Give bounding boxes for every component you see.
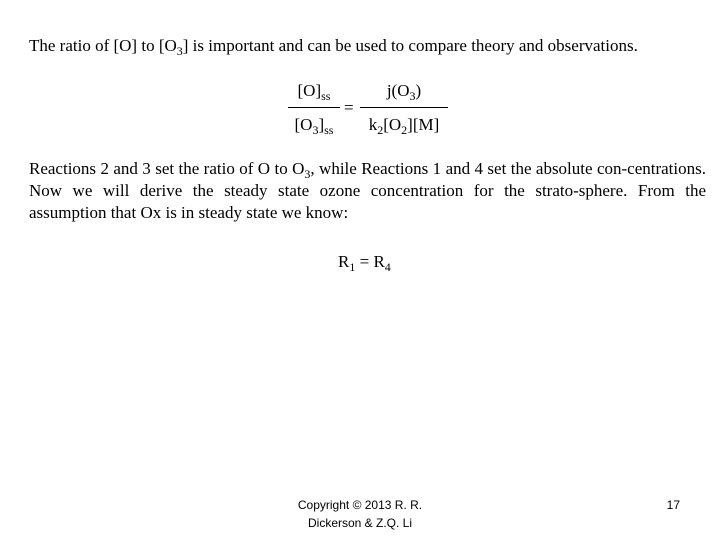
- intro-paragraph: [29, 35, 706, 57]
- ratio-equation: [288, 78, 458, 142]
- equals-sign: =: [344, 98, 354, 117]
- reactions-paragraph: [29, 158, 706, 224]
- copyright-line-2: Dickerson & Z.Q. Li: [307, 516, 413, 530]
- copyright-line-1: Copyright © 2013 R. R.: [297, 498, 423, 512]
- copyright-footer: [270, 496, 450, 532]
- reactions-text-1: Reactions 2 and 3 set the ratio of O to O: [29, 159, 305, 178]
- right-fraction: [360, 78, 448, 138]
- steady-state-equation: $R_1 = R_4$: [338, 252, 391, 274]
- reactions-text-2: , while Reactions 1 and 4 set the absolute con-centrations. Now we will derive the steady state ozone concentration for the strato-sphere. From the assumption that Ox is in steady state we know:: [29, 159, 706, 222]
- left-numerator: $[O]_{ss}$: [297, 81, 331, 103]
- left-fraction-bar: [288, 107, 340, 108]
- right-fraction-bar: [360, 107, 448, 108]
- right-denominator: $k_2[O_2][M]$: [368, 115, 440, 137]
- intro-subscript: 3: [176, 44, 183, 58]
- right-numerator: $j(O_3)$: [386, 81, 422, 103]
- reactions-subscript: 3: [304, 167, 311, 181]
- intro-text-2: ] is important and can be used to compare theory and observations.: [182, 36, 638, 55]
- page-number: 17: [666, 498, 680, 512]
- left-fraction: [288, 78, 340, 138]
- left-denominator: $[O_3]_{ss}$: [294, 115, 334, 137]
- intro-text-1: The ratio of [O] to [O: [29, 36, 177, 55]
